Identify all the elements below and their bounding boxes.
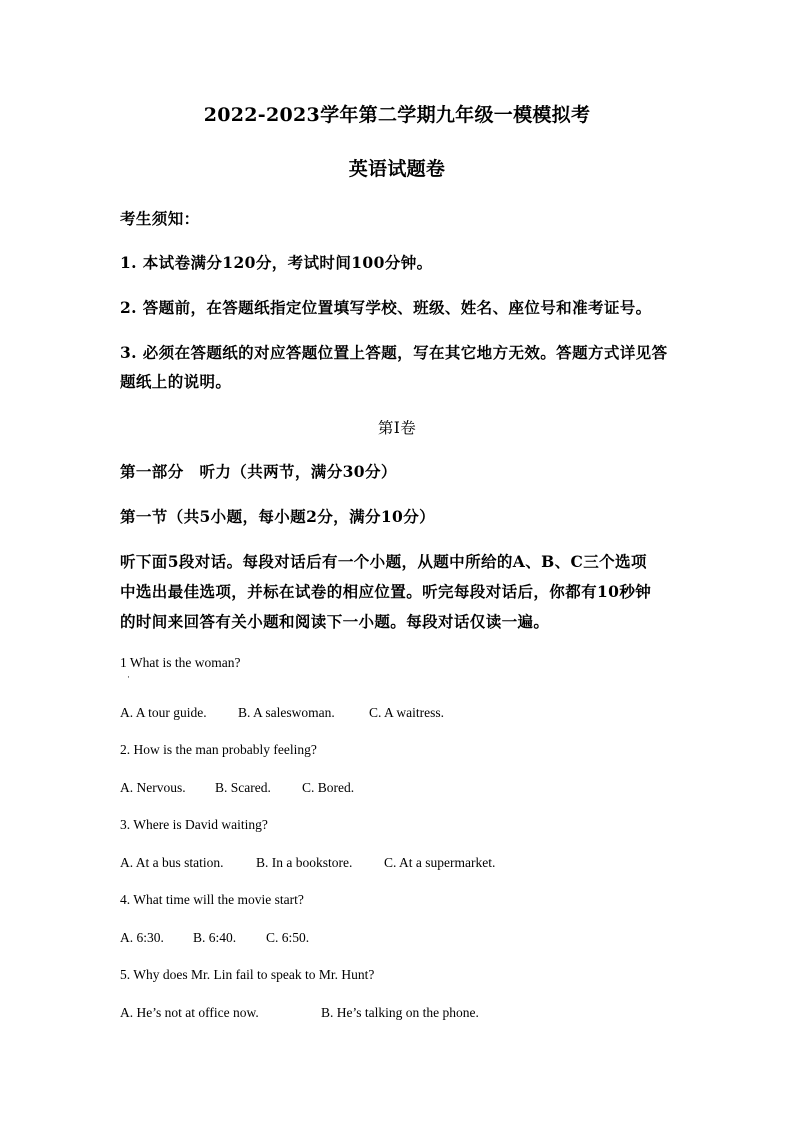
question-1-option-b: B. A saleswoman. <box>238 705 335 720</box>
question-3-option-c: C. At a supermarket. <box>384 855 496 870</box>
question-2-option-c: C. Bored. <box>302 780 355 795</box>
question-1-option-c: C. A waitress. <box>369 705 445 720</box>
notice-heading: 考生须知： <box>120 209 200 228</box>
notice-item-3: 3. 必须在答题纸的对应答题位置上答题，写在其它地方无效。答题方式详见答 <box>120 343 668 362</box>
question-5-option-a: A. He’s not at office now. <box>120 1005 259 1020</box>
section1-title: 第一节（共5小题，每小题2分，满分10分） <box>120 507 436 526</box>
question-2-option-b: B. Scared. <box>215 780 271 795</box>
exam-title: 2022-2023学年第二学期九年级一模模拟考 <box>203 104 591 126</box>
question-4-option-a: A. 6:30. <box>120 930 164 945</box>
notice-item-1: 1. 本试卷满分120分，考试时间100分钟。 <box>120 253 433 272</box>
part1-title: 第一部分 听力（共两节，满分30分） <box>120 462 397 481</box>
question-1-option-a: A. A tour guide. <box>120 705 207 720</box>
question-4-stem: 4. What time will the movie start? <box>120 892 304 907</box>
instructions-line-2: 中选出最佳选项，并标在试卷的相应位置。听完每段对话后，你都有10秒钟 <box>120 582 652 601</box>
volume-label: 第Ⅰ卷 <box>377 419 417 437</box>
question-3-stem: 3. Where is David waiting? <box>120 817 268 832</box>
stray-dot-mark: · <box>127 672 130 682</box>
question-4-option-b: B. 6:40. <box>193 930 237 945</box>
question-2-stem: 2. How is the man probably feeling? <box>120 742 317 757</box>
question-4-option-c: C. 6:50. <box>266 930 310 945</box>
question-3-option-b: B. In a bookstore. <box>256 855 353 870</box>
instructions-line-3: 的时间来回答有关小题和阅读下一小题。每段对话仅读一遍。 <box>120 612 550 631</box>
question-2-option-a: A. Nervous. <box>120 780 186 795</box>
question-5-option-b: B. He’s talking on the phone. <box>321 1005 479 1020</box>
question-3-option-a: A. At a bus station. <box>120 855 224 870</box>
question-1-stem: 1 What is the woman? <box>120 655 241 670</box>
notice-item-3-cont: 题纸上的说明。 <box>120 372 232 391</box>
instructions-line-1: 听下面5段对话。每段对话后有一个小题，从题中所给的A、B、C三个选项 <box>120 552 647 571</box>
question-5-stem: 5. Why does Mr. Lin fail to speak to Mr. Hunt? <box>120 967 375 982</box>
exam-subtitle: 英语试题卷 <box>348 158 446 180</box>
notice-item-2: 2. 答题前，在答题纸指定位置填写学校、班级、姓名、座位号和准考证号。 <box>120 298 652 317</box>
